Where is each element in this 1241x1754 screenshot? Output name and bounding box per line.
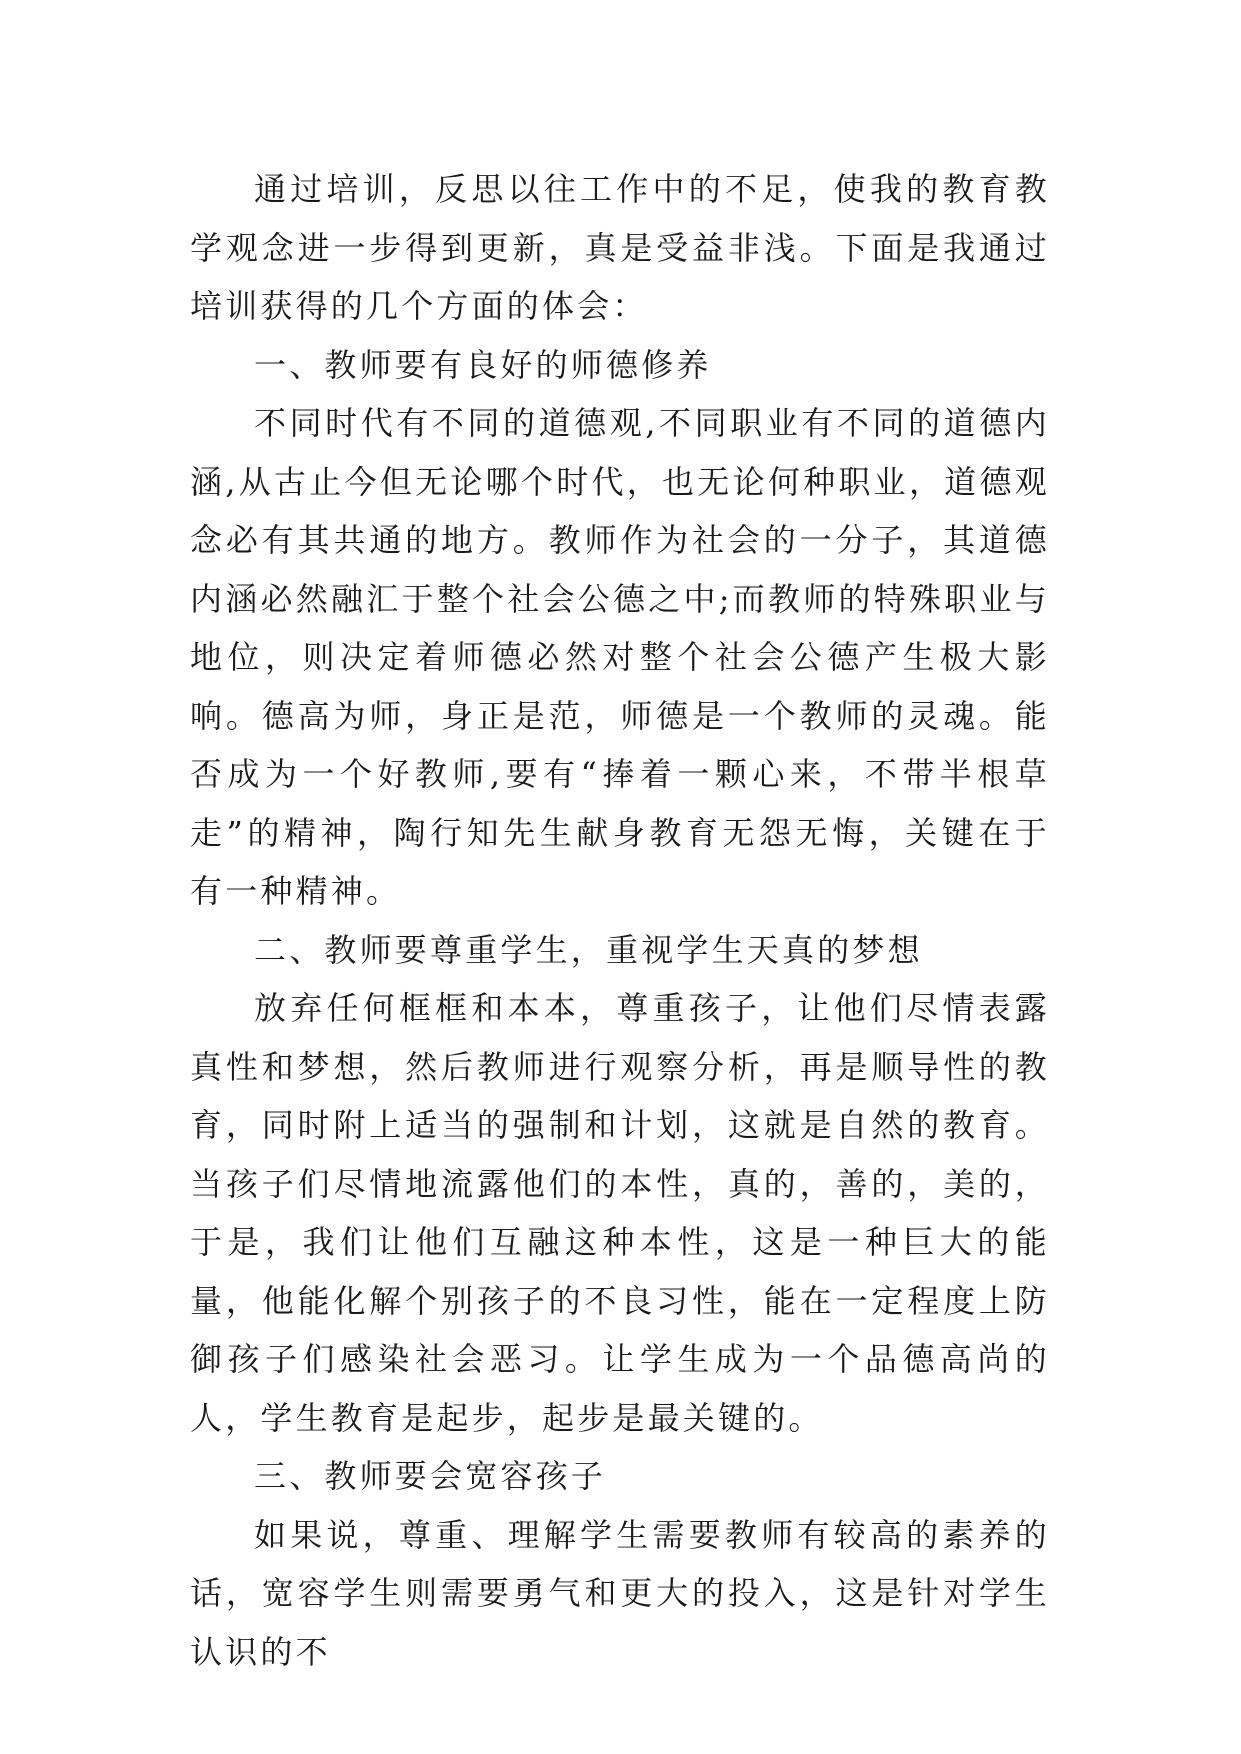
paragraph-section-2: 放弃任何框框和本本，尊重孩子，让他们尽情表露真性和梦想，然后教师进行观察分析，再是顺导性的教育，同时附上适当的强制和计划，这就是自然的教育。当孩子们尽情地流露他们的本性，真的，善的，美的，于是，我们让他们互融这种本性，这是一种巨大的能量，他能化解个别孩子的不良习性，能在一定程度上防御孩子们感染社会恶习。让学生成为一个品德高尚的人，学生教育是起步，起步是最关键的。 — [190, 989, 1050, 1437]
paragraph-section-3: 如果说，尊重、理解学生需要教师有较高的素养的话，宽容学生则需要勇气和更大的投入，这是针对学生认识的不 — [190, 1515, 1050, 1671]
section-heading-2: 二、教师要尊重学生，重视学生天真的梦想 — [254, 930, 923, 969]
section-heading-1: 一、教师要有良好的师德修养 — [254, 345, 712, 384]
paragraph-intro: 通过培训，反思以往工作中的不足，使我的教育教学观念进一步得到更新，真是受益非浅。下面是我通过培训获得的几个方面的体会： — [190, 170, 1050, 325]
section-heading-3: 三、教师要会宽容孩子 — [254, 1457, 607, 1495]
paragraph-section-1: 不同时代有不同的道德观,不同职业有不同的道德内涵,从古止今但无论哪个时代，也无论何种职业，道德观念必有其共通的地方。教师作为社会的一分子，其道德内涵必然融汇于整个社会公德之中;而教师的特殊职业与地位，则决定着师德必然对整个社会公德产生极大影响。德高为师，身正是范，师德是一个教师的灵魂。能否成为一个好教师,要有“捧着一颗心来，不带半根草走”的精神，陶行知先生献身教育无怨无悔，关键在于有一种精神。 — [190, 404, 1050, 910]
document-body — [190, 160, 1050, 1681]
